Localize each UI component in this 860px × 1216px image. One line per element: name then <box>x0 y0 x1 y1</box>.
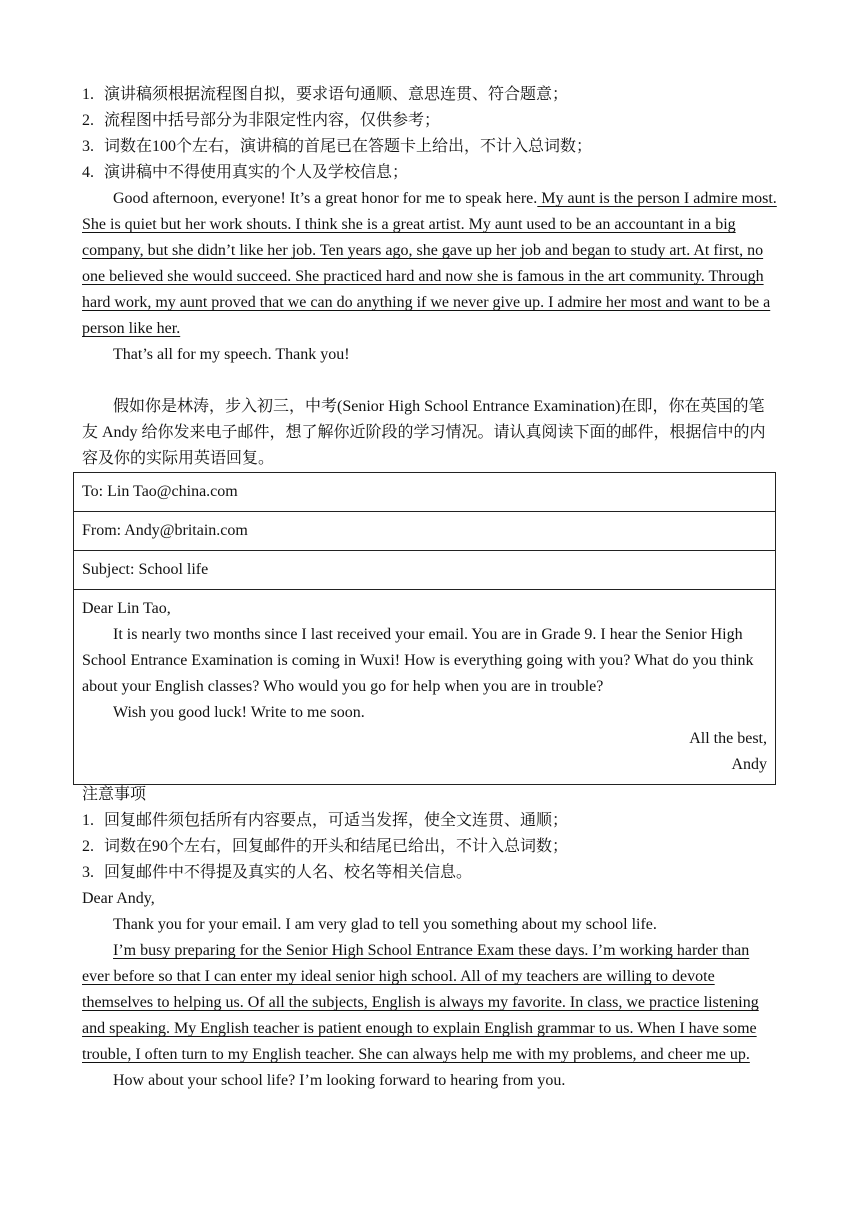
email-table <box>73 472 776 785</box>
speech-closing: That’s all for my speech. Thank you! <box>113 346 350 363</box>
reply-body-underlined: I’m busy preparing for the Senior High School Entrance Exam these days. I’m working harder than ever before so that I can enter my ideal senior high school. All of my teachers are willing to devote themselves to helping us. Of all the subjects, English is always my favorite. In class, we practice listening and speaking. My English teacher is patient enough to explain English grammar to us. When I have some trouble, I often turn to my English teacher. She can always help me with my problems, and cheer me up. <box>82 942 759 1063</box>
speech-body-underlined: My aunt is the person I admire most. She is quiet but her work shouts. I think she is a great artist. My aunt used to be an accountant in a big company, but she didn’t like her job. Ten years ago, she gave up her job and began to study art. At first, no one believed she would succeed. She practiced hard and now she is famous in the art community. Through hard work, my aunt proved that we can do anything if we never give up. I admire her most and want to be a person like her. <box>82 190 777 337</box>
rule-item: 3. 回复邮件中不得提及真实的人名、校名等相关信息。 <box>82 864 473 881</box>
email-greeting: Dear Lin Tao, <box>82 600 171 617</box>
email-subject: Subject: School life <box>74 551 776 590</box>
reply-body <box>82 938 777 1068</box>
reply-greeting: Dear Andy, <box>82 890 155 907</box>
rule-item: 1. 回复邮件须包括所有内容要点，可适当发挥，使全文连贯、通顺； <box>82 812 569 829</box>
bottom-section <box>82 782 777 1094</box>
reply-opening: Thank you for your email. I am very glad to tell you something about my school life. <box>113 916 657 933</box>
email-signature: Andy <box>731 756 767 773</box>
rule-item: 1. 演讲稿须根据流程图自拟，要求语句通顺、意思连贯、符合题意； <box>82 86 569 103</box>
top-section <box>82 82 777 472</box>
email-signoff: All the best, <box>689 730 767 747</box>
email-wish: Wish you good luck! Write to me soon. <box>113 704 365 721</box>
email-body: It is nearly two months since I last received your email. You are in Grade 9. I hear the Senior High School Entrance Examination is coming in Wuxi! How is everything going with you? What do you think about your English classes? Who would you go for help when you are in trouble? <box>82 626 754 695</box>
notes-title: 注意事项 <box>82 786 147 803</box>
speech-paragraph: Good afternoon, everyone! It’s a great honor for me to speak here. My aunt is the person I admire most. She is quiet but her work shouts. I think she is a great artist. My aunt used to be an accountant in a big company, but she didn’t like her job. Ten years ago, she gave up her job and began to study art. At first, no one believed she would succeed. She practiced hard and now she is famous in the art community. Through hard work, my aunt proved that we can do anything if we never give up. I admire her most and want to be a person like her. <box>82 190 777 337</box>
email-content <box>74 590 776 785</box>
task2-intro: 假如你是林涛，步入初三，中考(Senior High School Entrance Examination)在即，你在英国的笔友 Andy 给你发来电子邮件，想了解你近阶段的学习情况。请认真阅读下面的邮件，根据信中的内容及你的实际用英语回复。 <box>82 398 766 467</box>
rule-item: 4. 演讲稿中不得使用真实的个人及学校信息； <box>82 164 409 181</box>
email-from: From: Andy@britain.com <box>74 512 776 551</box>
rule-item: 2. 词数在90个左右，回复邮件的开头和结尾已给出，不计入总词数； <box>82 838 569 855</box>
reply-closing: How about your school life? I’m looking forward to hearing from you. <box>113 1072 566 1089</box>
rule-item: 3. 词数在100个左右，演讲稿的首尾已在答题卡上给出，不计入总词数； <box>82 138 593 155</box>
rules-list-2 <box>82 808 777 886</box>
email-to: To: Lin Tao@china.com <box>74 473 776 512</box>
rules-list-1 <box>82 82 777 186</box>
rule-item: 2. 流程图中括号部分为非限定性内容，仅供参考； <box>82 112 441 129</box>
